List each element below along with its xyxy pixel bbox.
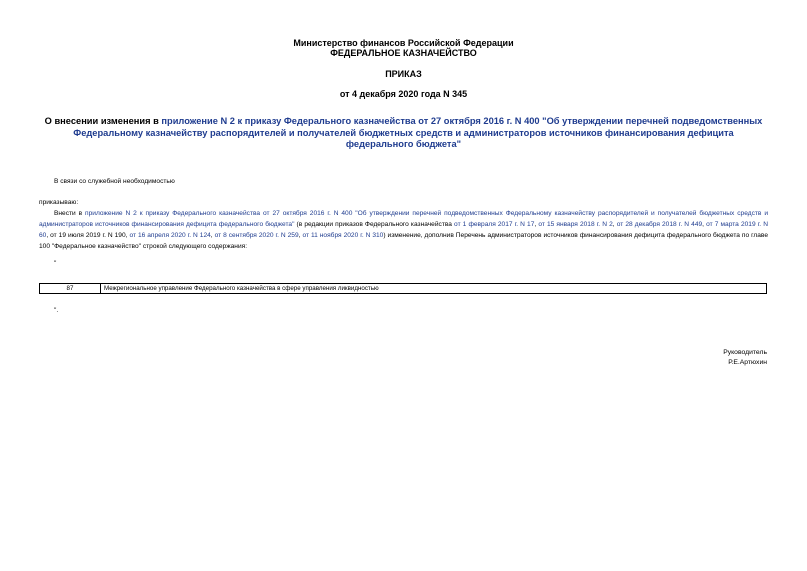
redaction-link-4[interactable]: от 7 марта 2019 г. N 60 <box>39 221 768 239</box>
order-word: приказываю: <box>39 199 79 206</box>
redaction-link-6[interactable]: от 8 сентября 2020 г. N 259 <box>214 232 299 239</box>
quote-close: ". <box>54 307 59 314</box>
paragraph-start: Внести в <box>54 210 86 217</box>
doc-date: от 4 декабря 2020 года N 345 <box>339 89 468 99</box>
redaction-link-2[interactable]: от 15 января 2018 г. N 2 <box>538 221 613 228</box>
table-row <box>39 283 767 294</box>
signature-position: Руководитель <box>723 349 767 356</box>
separator: , <box>612 221 617 228</box>
signature-name: Р.Е.Артюхин <box>728 359 767 366</box>
redaction-link-1[interactable]: от 1 февраля 2017 г. N 17 <box>454 221 535 228</box>
separator: , <box>210 232 215 239</box>
redaction-text: (в редакции приказов Федерального казначейства <box>294 221 455 228</box>
separator: , <box>534 221 539 228</box>
order-paragraph <box>39 208 768 252</box>
title-link[interactable]: приложение N 2 к приказу Федерального казначейства от 27 октября 2016 г. N 400 "Об утверждении перечней подведомственных Федеральному казначейству распорядителей и получателей бюджетных средств и администраторов источников финансирования дефицита федерального бюджета" <box>73 116 763 149</box>
table-cell-code: 87 <box>40 284 101 293</box>
doc-type: ПРИКАЗ <box>385 69 422 79</box>
main-order-link[interactable]: приложение N 2 к приказу Федерального казначейства от 27 октября 2016 г. N 400 "Об утверждении перечней подведомственных Федеральному казначейству распорядителей и получателей бюджетных средств и администраторов источников финансирования дефицита федерального бюджета" <box>39 210 768 228</box>
quote-open: " <box>54 260 57 267</box>
ministry-name: Министерство финансов Российской Федерации <box>293 38 514 48</box>
redaction-link-7[interactable]: от 11 ноября 2020 г. N 310 <box>302 232 384 239</box>
paragraph-end: ) изменение, дополнив Перечень администраторов источников финансирования дефицита федерального бюджета по главе 100 "Федеральное казначейство" строкой следующего содержания: <box>39 232 768 250</box>
separator: , <box>298 232 303 239</box>
intro-text: В связи со служебной необходимостью <box>54 178 175 185</box>
doc-title <box>40 116 767 151</box>
separator: , <box>702 221 707 228</box>
separator: , от 19 июля 2019 г. N 190, <box>46 232 130 239</box>
redaction-link-3[interactable]: от 28 декабря 2018 г. N 449 <box>616 221 703 228</box>
title-prefix: О внесении изменения в <box>44 116 162 126</box>
agency-name: ФЕДЕРАЛЬНОЕ КАЗНАЧЕЙСТВО <box>330 48 477 58</box>
table-cell-name: Межрегиональное управление Федерального казначейства в сфере управления ликвидностью <box>104 285 379 292</box>
redaction-link-5[interactable]: от 16 апреля 2020 г. N 124 <box>129 232 211 239</box>
